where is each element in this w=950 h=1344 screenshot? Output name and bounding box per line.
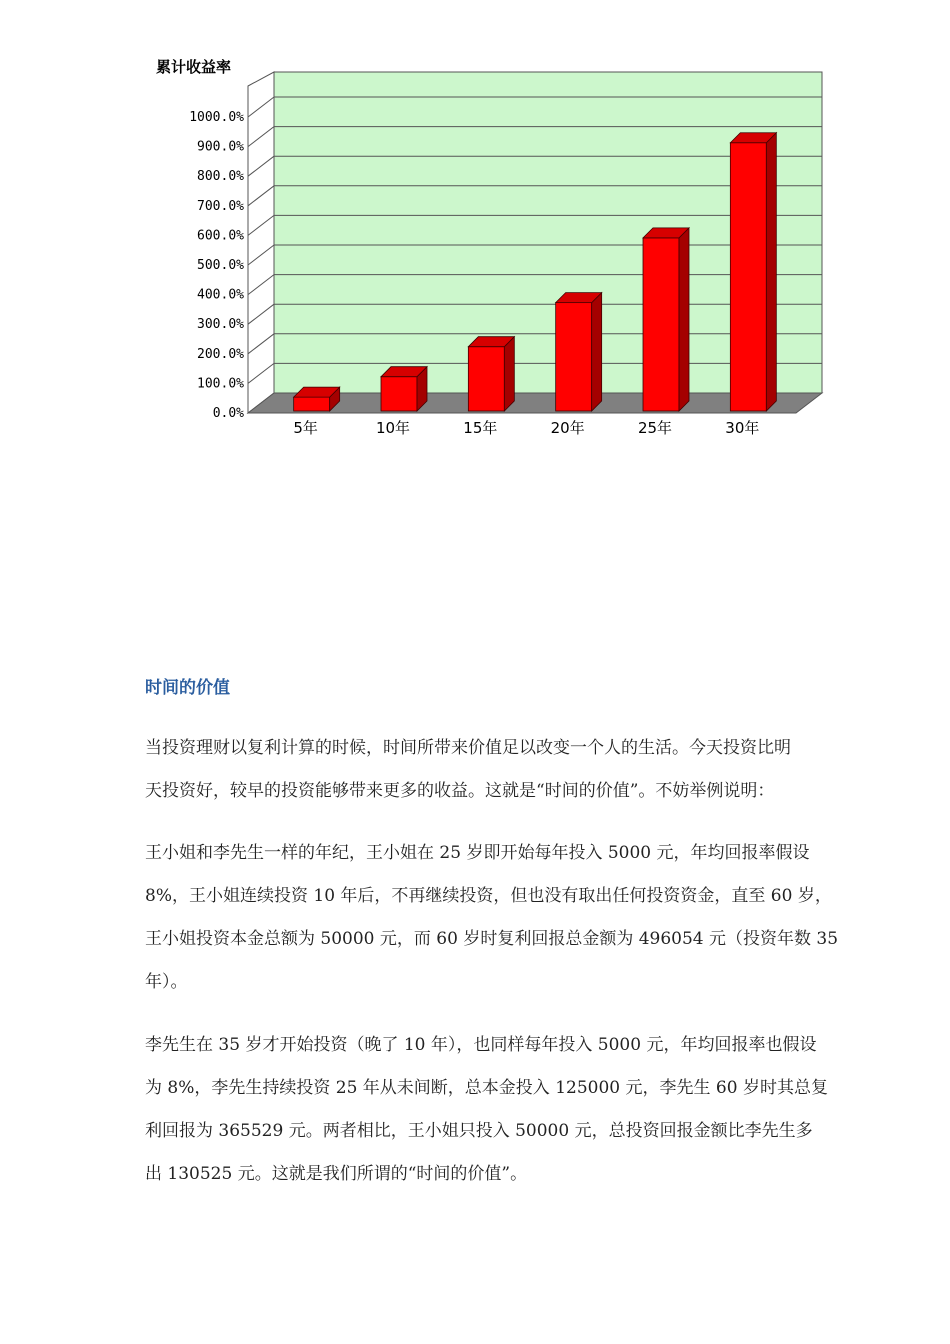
y-tick-label: 500.0% xyxy=(197,258,244,273)
bar xyxy=(294,397,330,411)
paragraph-line: 8%，王小姐连续投资 10 年后，不再继续投资，但也没有取出任何投资资金，直至 60 岁， xyxy=(145,886,832,906)
y-tick-label: 800.0% xyxy=(197,169,244,185)
x-tick-label: 15年 xyxy=(463,419,498,437)
cumulative-return-chart xyxy=(140,50,840,460)
bar xyxy=(643,238,679,411)
paragraph-line: 为 8%，李先生持续投资 25 年从未间断，总本金投入 125000 元，李先生 60 岁时其总复 xyxy=(145,1078,828,1098)
section-heading: 时间的价值 xyxy=(145,678,230,698)
y-tick-label: 700.0% xyxy=(197,198,244,214)
y-tick-label: 200.0% xyxy=(197,346,244,362)
y-tick-label: 0.0% xyxy=(212,406,244,421)
y-tick-label: 300.0% xyxy=(197,317,244,333)
bar-side xyxy=(504,337,514,411)
paragraph-line: 当投资理财以复利计算的时候，时间所带来价值足以改变一个人的生活。今天投资比明 xyxy=(145,738,791,758)
x-tick-label: 5年 xyxy=(293,419,318,437)
bar-side xyxy=(592,293,602,411)
bar xyxy=(381,377,417,411)
y-tick-label: 600.0% xyxy=(197,228,244,244)
paragraph-line: 出 130525 元。这就是我们所谓的“时间的价值”。 xyxy=(145,1164,528,1184)
bar xyxy=(556,303,592,411)
paragraph-line: 王小姐和李先生一样的年纪，王小姐在 25 岁即开始每年投入 5000 元，年均回报率假设 xyxy=(145,843,810,863)
paragraph-line: 利回报为 365529 元。两者相比，王小姐只投入 50000 元，总投资回报金额比李先生多 xyxy=(145,1121,813,1141)
x-tick-label: 20年 xyxy=(550,419,585,437)
y-tick-label: 1000.0% xyxy=(189,110,244,125)
paragraph-line: 王小姐投资本金总额为 50000 元，而 60 岁时复利回报总金额为 496054 元（投资年数 35 xyxy=(145,929,839,949)
y-tick-label: 100.0% xyxy=(197,376,244,392)
chart-side-wall xyxy=(248,72,274,413)
bar-side xyxy=(679,228,689,411)
bar-side xyxy=(766,133,776,411)
chart-canvas xyxy=(140,50,840,460)
paragraph-line: 李先生在 35 岁才开始投资（晚了 10 年），也同样每年投入 5000 元，年均回报率也假设 xyxy=(145,1035,817,1055)
y-tick-label: 400.0% xyxy=(197,287,244,303)
y-tick-label: 900.0% xyxy=(197,139,244,155)
x-tick-label: 25年 xyxy=(637,419,673,437)
chart-title: 累计收益率 xyxy=(156,58,232,76)
x-tick-label: 30年 xyxy=(725,419,760,437)
x-tick-label: 10年 xyxy=(375,419,411,437)
paragraph-line: 天投资好，较早的投资能够带来更多的收益。这就是“时间的价值”。不妨举例说明： xyxy=(145,781,775,801)
paragraph-line: 年）。 xyxy=(145,972,188,992)
bar xyxy=(730,143,766,411)
bar xyxy=(468,347,504,411)
